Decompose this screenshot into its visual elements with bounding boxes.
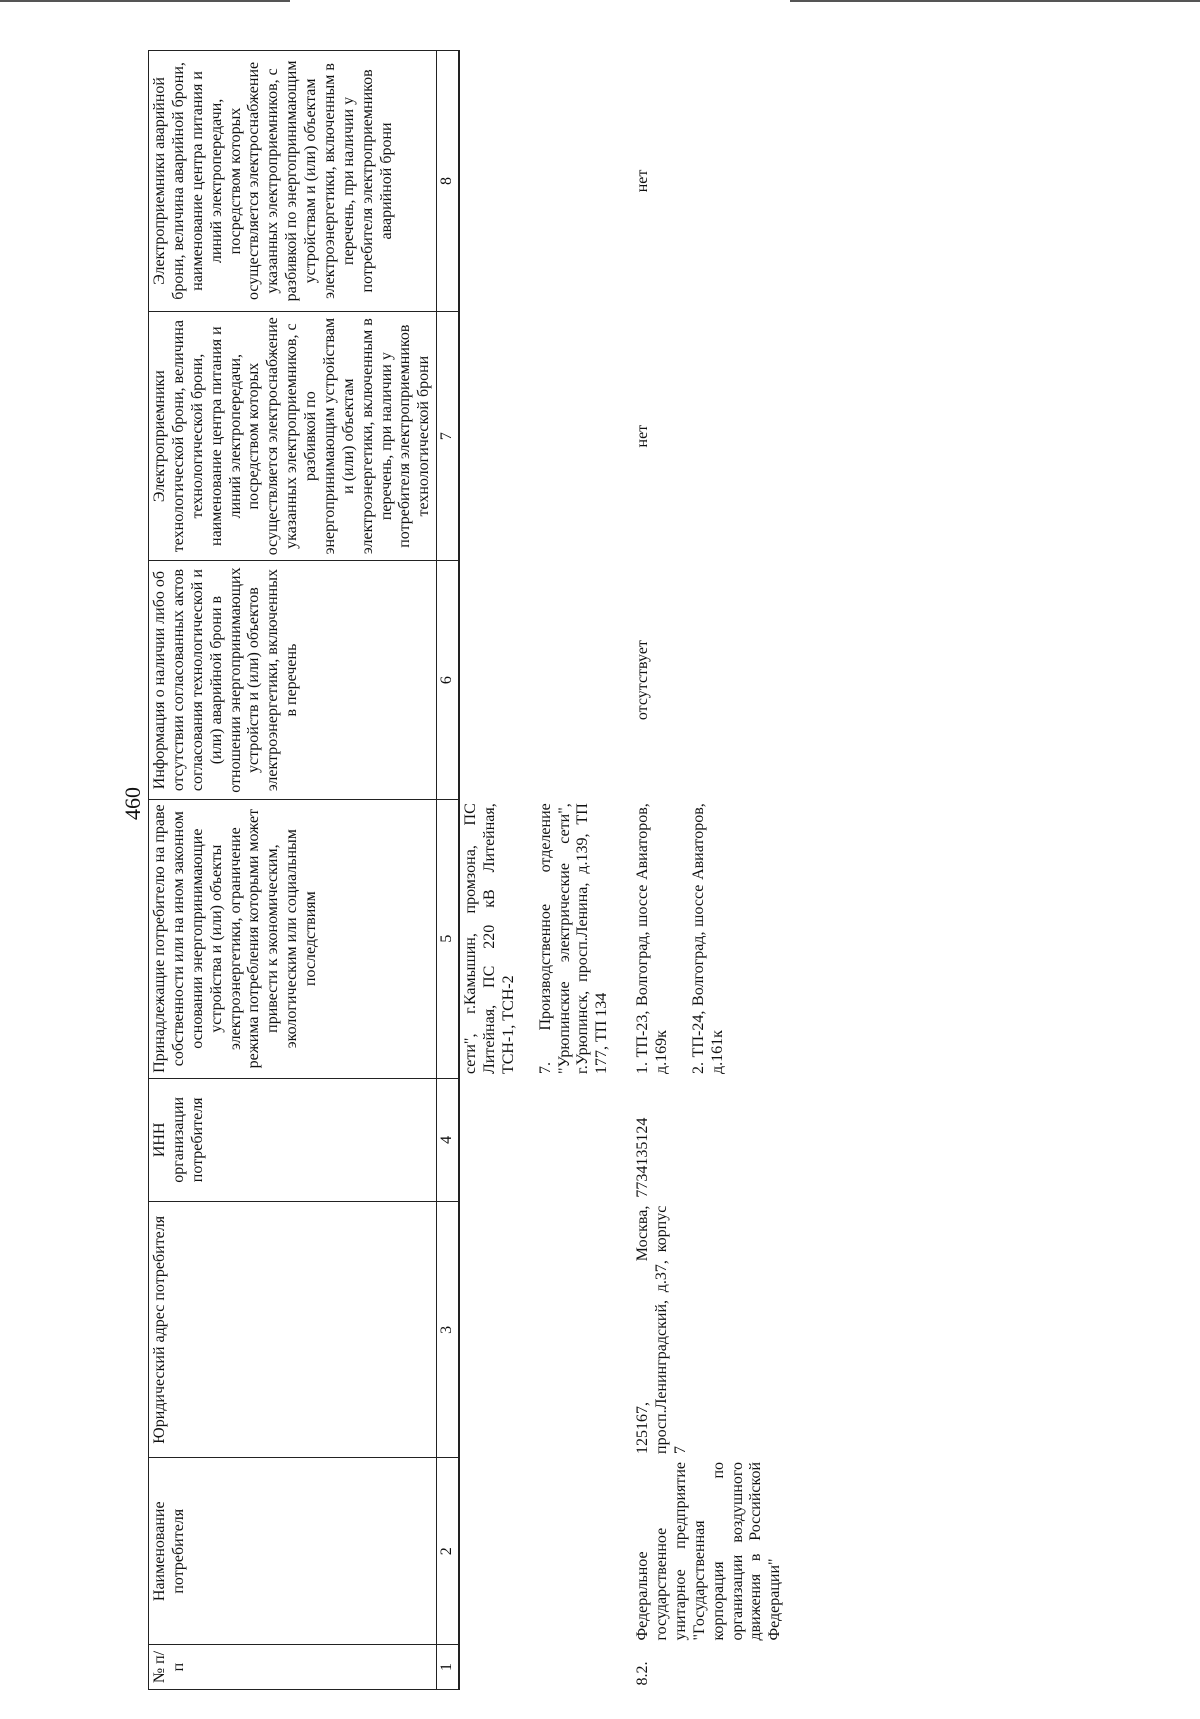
header-avar-bron: Электроприемники аварийной брони, величина аварийной брони, наименование центра питания и линий электропередачи, посредством которых осуществляется электроснабжение указанных электроприемников, с разбивкой по энергопринимающим устройствам и (или) объектам электроэнергетики, включенным в перечень, при наличии у потребителя электроприемников аварийной брони <box>149 51 437 312</box>
scan-artifact-line <box>0 0 290 2</box>
table-row <box>632 51 787 1690</box>
column-number: 8 <box>437 51 459 312</box>
header-name: Наименование потребителя <box>149 1458 437 1645</box>
object-item: 2. ТП-24, Волгоград, шоссе Авиаторов, д.161к <box>689 803 726 1075</box>
header-address: Юридический адрес потребителя <box>149 1202 437 1458</box>
consumer-name: Федеральное государственное унитарное предприятие "Государственная корпорация по организации воздушного движения в Российской Федерации" <box>634 1461 784 1641</box>
tech-bron-value: нет <box>634 424 652 448</box>
header-tech-bron: Электроприемники технологической брони, величина технологической брони, наименование центра питания и линий электропередачи, посредством которых осуществляется электроснабжение указанных электроприемников, с разбивкой по энергопринимающим устройствам и (или) объектам электроэнергетики, включенным в перечень, при наличии у потребителя электроприемников технологической брони <box>149 311 437 561</box>
column-number: 2 <box>437 1458 459 1645</box>
header-row <box>149 51 437 1690</box>
continuation-objects-cell <box>459 799 632 1078</box>
consumer-address: 125167, Москва, просп.Ленинградский, д.37, корпус 7 <box>634 1205 689 1454</box>
header-num: № п/п <box>149 1645 437 1690</box>
rotated-table-container <box>148 50 1048 1690</box>
row-number: 8.2. <box>634 1661 652 1686</box>
avar-bron-value: нет <box>634 169 652 193</box>
header-acts: Информация о наличии либо об отсутствии согласованных актов согласования технологической и (или) аварийной брони в отношении энергопринимающих устройств и (или) объектов электроэнергетики, включенных в перечень <box>149 561 437 799</box>
column-number: 6 <box>437 561 459 799</box>
header-objects: Принадлежащие потребителю на праве собственности или на ином законном основании энергопринимающие устройства и (или) объекты электроэнергетики, ограничение режима потребления которыми может привести к экономическим, экологическим или социальным последствиям <box>149 799 437 1078</box>
page-number: 460 <box>120 787 145 820</box>
column-number: 7 <box>437 311 459 561</box>
object-item: 1. ТП-23, Волгоград, шоссе Авиаторов, д.169к <box>634 803 670 1075</box>
continuation-item: сети", г.Камышин, промзона, ПС Литейная, ПС 220 кВ Литейная, ТСН-1, ТСН-2 <box>462 803 517 1075</box>
consumers-table <box>148 50 787 1690</box>
column-number: 4 <box>437 1078 459 1202</box>
continuation-item: 7. Производственное отделение "Урюпинские электрические сети", г.Урюпинск, просп.Ленина, д.139, ТП 177, ТП 134 <box>536 803 611 1075</box>
objects-cell <box>632 799 787 1078</box>
continuation-row <box>459 51 632 1690</box>
column-number: 1 <box>437 1645 459 1690</box>
scan-artifact-line <box>790 0 1200 2</box>
column-number: 3 <box>437 1202 459 1458</box>
consumer-inn: 7734135124 <box>634 1117 652 1198</box>
column-number: 5 <box>437 799 459 1078</box>
column-number-row <box>437 51 459 1690</box>
acts-value: отсутствует <box>634 640 652 721</box>
header-inn: ИНН организации потребителя <box>149 1078 437 1202</box>
